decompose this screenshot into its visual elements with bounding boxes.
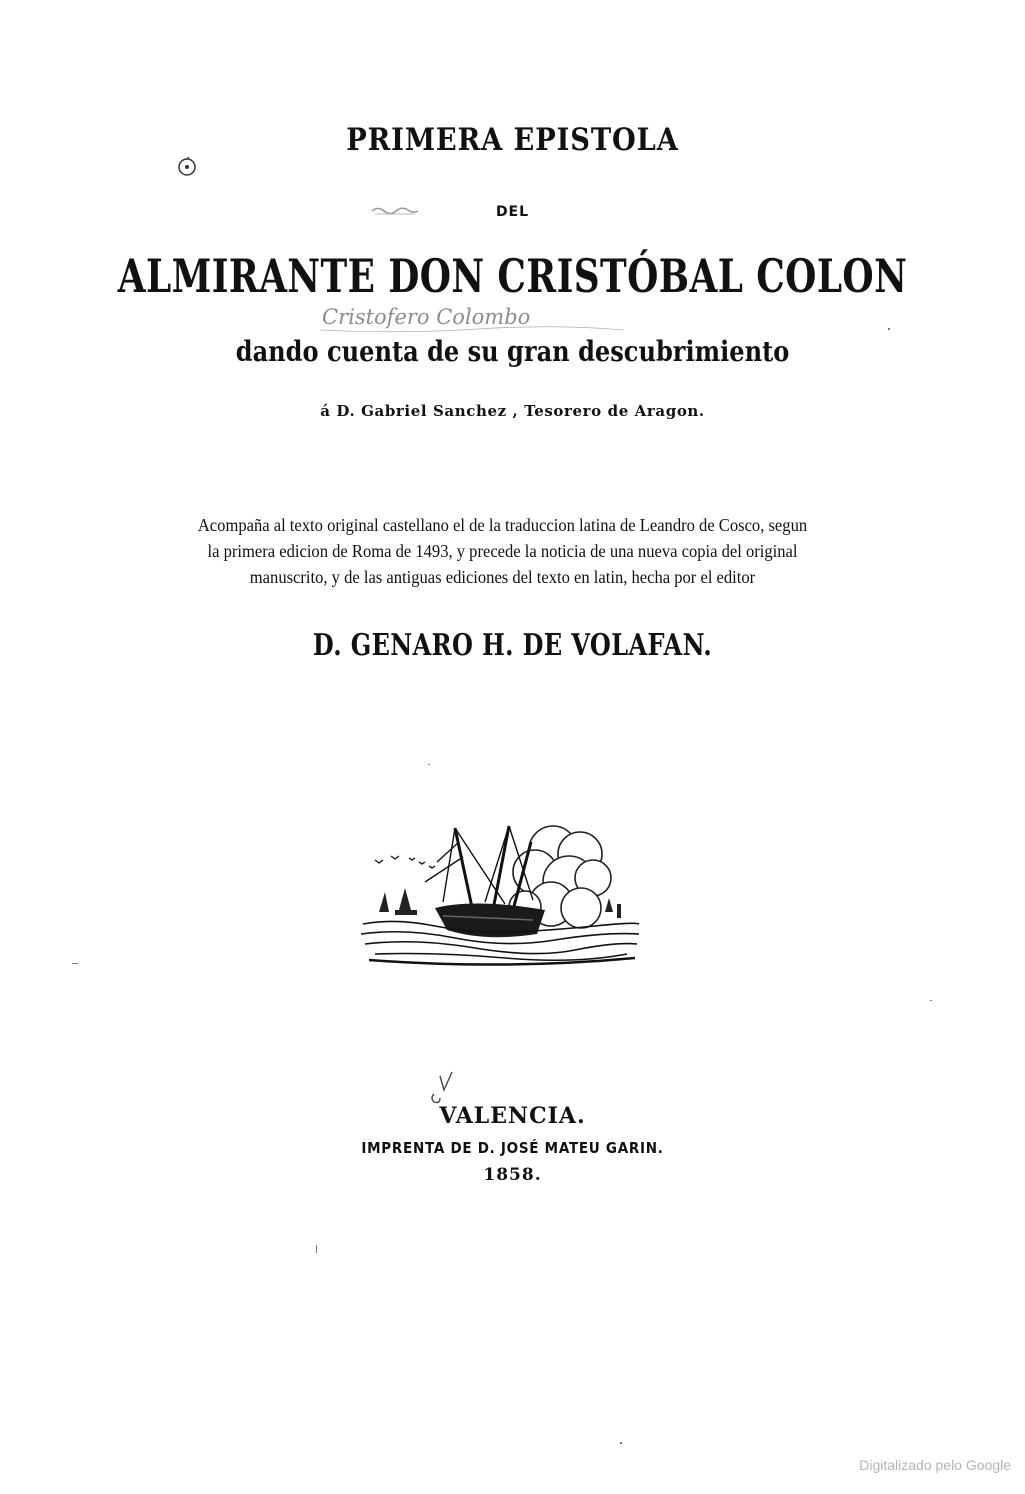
dedication: á D. Gabriel Sanchez , Tesorero de Aragon. bbox=[320, 402, 705, 420]
library-stamp-icon bbox=[176, 156, 198, 178]
editor-name: D. GENARO H. DE VOLAFAN. bbox=[312, 628, 713, 663]
handwritten-annotation-text: Cristofero Colombo bbox=[322, 305, 531, 329]
scan-speck bbox=[428, 764, 430, 765]
publication-place: VALENCIA. bbox=[439, 1103, 586, 1129]
handwritten-annotation bbox=[318, 302, 628, 338]
description-line-1: Acompaña al texto original castellano el de la traduccion latina de Leandro de Cosco, segun bbox=[197, 515, 808, 535]
title-line-1: PRIMERA EPISTOLA bbox=[346, 122, 679, 158]
ship-vignette-illustration bbox=[355, 812, 645, 972]
printer-name: IMPRENTA DE D. JOSÉ MATEU GARIN. bbox=[361, 1139, 664, 1157]
scan-speck bbox=[72, 963, 78, 964]
subtitle: dando cuenta de su gran descubrimiento bbox=[235, 335, 790, 368]
scan-speck bbox=[888, 328, 890, 330]
digitization-watermark: Digitalizado pelo Google bbox=[859, 1457, 1011, 1473]
description-line-3: manuscrito, y de las antiguas ediciones del texto en latin, hecha por el editor bbox=[249, 567, 756, 587]
title-del: DEL bbox=[495, 204, 530, 220]
scan-speck bbox=[930, 1000, 932, 1001]
scan-speck bbox=[316, 1245, 317, 1253]
pencil-check-mark bbox=[420, 1068, 460, 1108]
title-main: ALMIRANTE DON CRISTÓBAL COLON bbox=[117, 249, 908, 303]
description-paragraph bbox=[197, 512, 809, 590]
scan-speck bbox=[620, 1442, 622, 1444]
publication-year: 1858. bbox=[483, 1165, 542, 1185]
description-line-2: la primera edicion de Roma de 1493, y precede la noticia de una nueva copia del original bbox=[207, 541, 798, 561]
